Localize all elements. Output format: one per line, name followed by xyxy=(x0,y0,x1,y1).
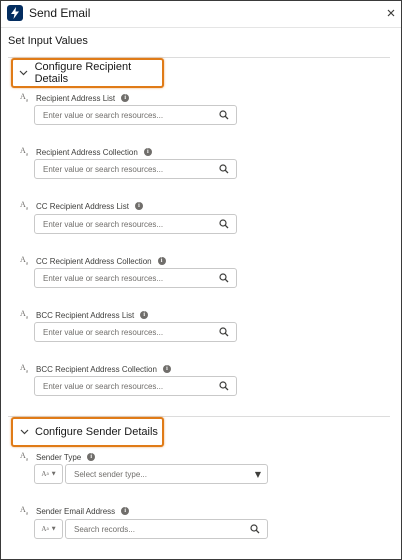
info-icon[interactable]: i xyxy=(87,453,95,461)
section-sender-toggle[interactable] xyxy=(11,417,164,447)
input-placeholder: Search records... xyxy=(74,524,135,534)
text-type-icon: $A_a$ xyxy=(20,363,29,375)
info-icon[interactable]: i xyxy=(144,148,152,156)
input-placeholder: Enter value or search resources... xyxy=(43,110,164,120)
search-icon xyxy=(218,380,230,392)
field-label-row xyxy=(20,308,148,322)
input-placeholder: Enter value or search resources... xyxy=(43,327,164,337)
recipient-address-list-input[interactable] xyxy=(34,105,237,125)
field-label-row xyxy=(20,145,152,159)
info-icon[interactable]: i xyxy=(163,365,171,373)
text-type-icon: $A_a$ xyxy=(20,451,29,463)
input-placeholder: Enter value or search resources... xyxy=(43,219,164,229)
field-label: Sender Type xyxy=(36,452,82,462)
dropdown-arrow-icon: ▼ xyxy=(51,526,56,532)
value-type-selector[interactable]: A a ▼ xyxy=(34,519,63,539)
field-label-row xyxy=(20,199,143,213)
value-type-selector[interactable]: A a ▼ xyxy=(34,464,63,484)
field-label-row xyxy=(20,362,171,376)
field-label: CC Recipient Address List xyxy=(36,201,129,211)
info-icon[interactable]: i xyxy=(158,257,166,265)
section-recipient-toggle[interactable] xyxy=(11,58,164,88)
cc-recipient-address-collection-input[interactable] xyxy=(34,268,237,288)
text-type-icon: $A_a$ xyxy=(20,146,29,158)
input-placeholder: Enter value or search resources... xyxy=(43,273,164,283)
recipient-address-collection-input[interactable] xyxy=(34,159,237,179)
text-type-icon: $A_a$ xyxy=(20,505,29,517)
section-sender-title: Configure Sender Details xyxy=(35,426,158,438)
text-type-icon: $A_a$ xyxy=(20,200,29,212)
field-label: Sender Email Address xyxy=(36,506,116,516)
text-type-icon: $A_a$ xyxy=(20,92,29,104)
input-placeholder: Enter value or search resources... xyxy=(43,164,164,174)
chevron-down-icon xyxy=(19,427,29,437)
section-recipient-title: Configure Recipient Details xyxy=(34,61,132,85)
field-label-row xyxy=(20,504,129,518)
search-icon xyxy=(218,326,230,338)
info-icon[interactable]: i xyxy=(121,94,129,102)
text-type-icon: $A_a$ xyxy=(20,255,29,267)
chevron-down-icon xyxy=(19,68,29,78)
panel-header xyxy=(1,1,401,28)
close-icon xyxy=(387,9,395,17)
search-icon xyxy=(218,272,230,284)
field-label: CC Recipient Address Collection xyxy=(36,256,152,266)
sender-type-select[interactable] xyxy=(65,464,268,484)
info-icon[interactable]: i xyxy=(121,507,129,515)
search-icon xyxy=(218,163,230,175)
field-label: Recipient Address List xyxy=(36,93,116,103)
bcc-recipient-address-collection-input[interactable] xyxy=(34,376,237,396)
close-button[interactable] xyxy=(384,6,398,20)
select-placeholder: Select sender type... xyxy=(74,469,147,479)
info-icon[interactable]: i xyxy=(135,202,143,210)
dropdown-arrow-icon: ▼ xyxy=(254,469,261,479)
field-label-row xyxy=(20,254,166,268)
dropdown-arrow-icon: ▼ xyxy=(51,471,56,477)
search-icon xyxy=(218,109,230,121)
field-label: BCC Recipient Address List xyxy=(36,310,135,320)
sender-email-address-input[interactable] xyxy=(65,519,268,539)
field-label-row xyxy=(20,450,95,464)
cc-recipient-address-list-input[interactable] xyxy=(34,214,237,234)
subtitle: Set Input Values xyxy=(8,35,88,47)
field-label: BCC Recipient Address Collection xyxy=(36,364,157,374)
search-icon xyxy=(218,218,230,230)
lightning-bolt-icon xyxy=(7,5,23,21)
field-label: Recipient Address Collection xyxy=(36,147,138,157)
search-icon xyxy=(249,523,261,535)
field-label-row xyxy=(20,91,129,105)
input-placeholder: Enter value or search resources... xyxy=(43,381,164,391)
text-type-icon: $A_a$ xyxy=(20,309,29,321)
info-icon[interactable]: i xyxy=(140,311,148,319)
panel-title: Send Email xyxy=(29,6,91,20)
bcc-recipient-address-list-input[interactable] xyxy=(34,322,237,342)
